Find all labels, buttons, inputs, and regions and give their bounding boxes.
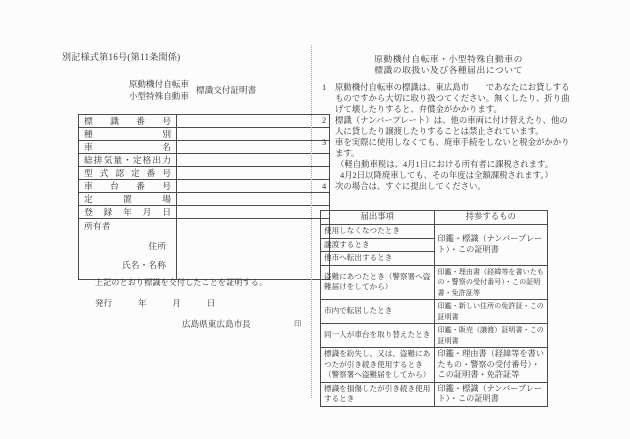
certificate-vehicle-types — [129, 80, 189, 100]
notice-section — [322, 54, 575, 192]
table-row — [79, 141, 330, 154]
owner-cell — [79, 219, 177, 280]
notice-title — [322, 54, 575, 76]
bring-cell: 印鑑・標識（ナンバープレート）・この証明書 — [434, 382, 548, 406]
bring-cell: 印鑑・理由書（経緯等を書いたもの・警察の受付番号）・この証明書・免許証等 — [434, 348, 548, 383]
seal-mark: 印 — [294, 319, 302, 328]
owner-label: 所有者 — [84, 221, 111, 231]
owner-name-label: 氏名・名称 — [122, 260, 166, 270]
field-value-category — [177, 128, 330, 141]
table-row-owner — [79, 219, 330, 280]
case-cell: 盗難にあつたとき（警察署へ盗難届けをしてから） — [321, 265, 435, 300]
case-cell: 他市へ転出するとき — [321, 252, 435, 266]
item-text: 次の場合は、すぐに提出してください。 — [335, 182, 486, 191]
table-row — [321, 382, 548, 406]
table-row — [79, 167, 330, 180]
notice-items — [322, 82, 575, 192]
field-label-displacement: 総排気量・定格出力 — [79, 154, 177, 167]
notification-table — [320, 210, 548, 407]
item-number: 1 — [322, 83, 327, 92]
owner-value-cell — [177, 219, 330, 280]
notice-item-2 — [322, 115, 575, 137]
field-value-vehicle-name — [177, 141, 330, 154]
item-number: 3 — [322, 138, 327, 147]
certificate-title — [78, 80, 307, 100]
vehicle-type-1: 原動機付自転車 — [128, 79, 189, 89]
table-row — [321, 348, 548, 383]
bring-cell: 印鑑・理由書（経緯等を書いたもの・警察の受付番号）・この証明書・免許証等 — [434, 265, 548, 300]
table-row — [321, 324, 548, 348]
bring-cell: 印鑑・販売（譲渡）証明書・この証明書 — [434, 324, 548, 348]
item-text: 標識（ナンバープレート）は、他の車両に付け替えたり、他の人に貸したり譲渡したりすることは禁止されています。 — [335, 116, 568, 136]
case-cell: 使用しなくなつたとき — [321, 225, 435, 239]
case-cell: 市内で転居したとき — [321, 300, 435, 324]
bring-cell: 印鑑・新しい住所の免許証・この証明書 — [434, 300, 548, 324]
field-label-category: 種 別 — [79, 128, 177, 141]
form-number-label: 別記様式第16号(第11条関係) — [62, 52, 181, 62]
field-label-chassis-number: 車 台 番 号 — [79, 180, 177, 193]
table-row — [79, 193, 330, 206]
bring-cell: 印鑑・標識（ナンバープレート）・この証明書 — [434, 225, 548, 266]
field-value-displacement — [177, 154, 330, 167]
fold-line — [311, 45, 312, 398]
notice-title-line1: 原動機付自転車・小型特殊自動車の — [374, 54, 523, 64]
table-row — [321, 225, 548, 239]
notice-item-3-note2: 4月2日以降廃車しても、その年度は全額課税されます。） — [340, 171, 553, 180]
notice-item-3 — [322, 137, 575, 159]
table-header-row — [321, 211, 548, 225]
item-text: 原動機付自転車の標識は、東広島市 であなたにお貸しするものですから大切に取り扱つてください。無くしたり、折り曲げて壊したりすると、弁償金がかかります。 — [335, 83, 570, 114]
certificate-doc-title: 標識交付証明書 — [196, 84, 257, 95]
header-notification-item: 届出事項 — [321, 211, 435, 225]
table-row — [79, 154, 330, 167]
table-row — [79, 115, 330, 128]
field-value-chassis-number — [177, 180, 330, 193]
certificate-table — [78, 114, 330, 280]
issue-date-line: 発行 年 月 日 — [95, 298, 216, 308]
notice-item-4 — [322, 181, 575, 192]
header-things-to-bring: 持参するもの — [434, 211, 548, 225]
table-row — [79, 128, 330, 141]
field-label-storage-place: 定 置 場 — [79, 193, 177, 206]
field-label-vehicle-name: 車 名 — [79, 141, 177, 154]
item-text: 車を実際に使用しなくても、廃車手続をしないと税金がかかります。 — [335, 138, 570, 158]
notice-item-1 — [322, 82, 575, 115]
field-value-storage-place — [177, 193, 330, 206]
mayor-name: 広島県東広島市長 — [182, 319, 251, 329]
table-row — [79, 206, 330, 219]
notice-title-line2: 標識の取扱い及び各種届出について — [374, 65, 523, 75]
item-number: 4 — [322, 182, 327, 191]
case-cell: 標識を紛失し、又は、盗難にあつたが引き続き使用するとき（警察署へ盗難届をしてから） — [321, 348, 435, 383]
field-value-registration-date — [177, 206, 330, 219]
notice-item-3-note1: （軽自動車税は、4月1日における所有者に課税されます。 — [336, 160, 554, 169]
table-row — [321, 265, 548, 300]
case-cell: 譲渡するとき — [321, 238, 435, 252]
item-number: 2 — [322, 116, 327, 125]
field-label-plate-number: 標 識 番 号 — [79, 115, 177, 128]
case-cell: 標識を損傷したが引き続き使用するとき — [321, 382, 435, 406]
vehicle-type-2: 小型特殊自動車 — [128, 90, 189, 101]
field-label-model-approval: 型 式 認 定 番 号 — [79, 167, 177, 180]
field-value-plate-number — [177, 115, 330, 128]
table-row — [79, 180, 330, 193]
case-cell: 同一人が車台を取り替えたとき — [321, 324, 435, 348]
certification-statement: 上記のとおり標識を交付したことを証明する。 — [95, 278, 268, 287]
field-label-registration-date: 登 録 年 月 日 — [79, 206, 177, 219]
field-value-model-approval — [177, 167, 330, 180]
table-row — [321, 300, 548, 324]
owner-address-label: 住所 — [148, 241, 166, 251]
